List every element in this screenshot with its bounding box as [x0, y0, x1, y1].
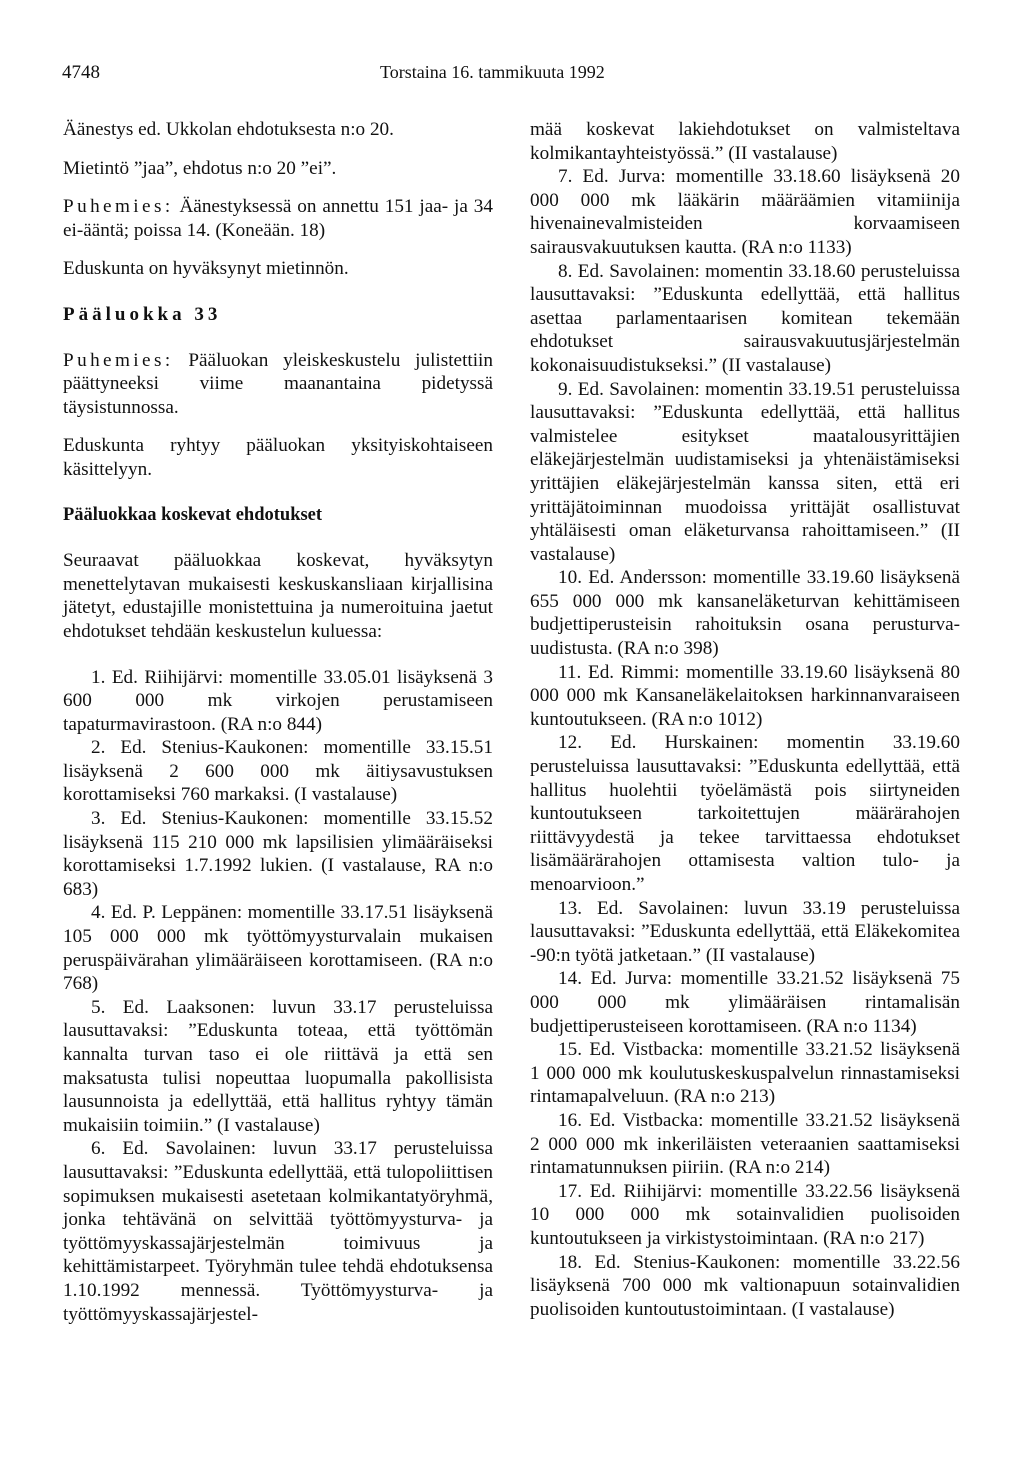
paragraph: Eduskunta on hyväksynyt mietinnön.: [63, 258, 349, 280]
list-item: 13. Ed. Savolainen: luvun 33.19 perusteluissa lausuttavaksi: ”Eduskunta edellyttää, että Eläkekomitea -90:n työtä jatketaan.” (II vastalause): [530, 897, 960, 966]
page-number: 4748: [62, 62, 100, 83]
paragraph: Mietintö ”jaa”, ehdotus n:o 20 ”ei”.: [63, 157, 337, 179]
list-item: 4. Ed. P. Leppänen: momentille 33.17.51 lisäyksenä 105 000 000 mk työttömyysturvalain mukaisen peruspäivärahan ylimääräiseen korottamiseen. (RA n:o 768): [63, 902, 493, 995]
list-item: 17. Ed. Riihijärvi: momentille 33.22.56 lisäyksenä 10 000 000 mk sotainvalidien puolisoiden kuntoutukseen ja virkistystoimintaan. (RA n:o 217): [530, 1180, 960, 1249]
paragraph: Seuraavat pääluokkaa koskevat, hyväksytyn menettelytavan mukaisesti keskuskansliaan kirjallisina jätetyt, edustajille monistettuina ja numeroituina jaetut ehdotukset tehdään keskustelun kuluessa:: [63, 550, 493, 642]
list-item: 6. Ed. Savolainen: luvun 33.17 perusteluissa lausuttavaksi: ”Eduskunta edellyttää, että tulopoliittisen sopimuksen mukaisesti asetetaan kolmikantatyöryhmä, jonka tehtävänä on selvittää työttömyysturva- ja työttömyyskassajärjestelmän toimivuus ja kehittämistarpeet. Työryhmän tulee tehdä ehdotuksensa 1.10.1992 mennessä. Työttömyysturva- ja työttömyyskassajärjestel-: [63, 1138, 493, 1325]
left-column: [63, 118, 493, 1326]
list-item: 14. Ed. Jurva: momentille 33.21.52 lisäyksenä 75 000 000 mk ylimääräisen rintamalisän budjettiperusteiseen korottamiseen. (RA n:o 1134): [530, 968, 960, 1037]
paragraph: Äänestys ed. Ukkolan ehdotuksesta n:o 20.: [63, 119, 394, 140]
right-column: [530, 118, 960, 1321]
speaker-text: Äänestyksessä on annettu 151 jaa- ja 34 ei-ääntä; poissa 14. (Koneään. 18): [63, 196, 493, 241]
list-item: 15. Ed. Vistbacka: momentille 33.21.52 lisäyksenä 1 000 000 mk koulutuskeskuspalvelun rinnastamiseksi rintamapalveluun. (RA n:o 213): [530, 1039, 960, 1108]
list-item: 8. Ed. Savolainen: momentin 33.18.60 perusteluissa lausuttavaksi: ”Eduskunta edellyttää, että hallitus asettaa parlamentaarisen komitean tekemään ehdotukset sairausvakuutusjärjestelmän kokonaisuudistukseksi.” (II vastalause): [530, 260, 960, 376]
continuation-paragraph: mää koskevat lakiehdotukset on valmisteltava kolmikantayhteistyössä.” (II vastalause): [530, 119, 960, 164]
list-item: 5. Ed. Laaksonen: luvun 33.17 perusteluissa lausuttavaksi: ”Eduskunta toteaa, että työttömän kannalta turvan taso ei ole riittävä ja että sen maksatusta tulisi nopeuttaa luopumalla pakollisista lausunnoista ja edellyttää, että hallitus ryhtyy tämän mukaisiin toimiin.” (I vastalause): [63, 996, 493, 1136]
paragraph: Eduskunta ryhtyy pääluokan yksityiskohtaiseen käsittelyyn.: [63, 435, 493, 480]
list-item: 3. Ed. Stenius-Kaukonen: momentille 33.15.52 lisäyksenä 115 210 000 mk lapsilisien ylimääräiseksi korottamiseksi 1.7.1992 lukien. (I vastalause, RA n:o 683): [63, 808, 493, 900]
list-item: 18. Ed. Stenius-Kaukonen: momentille 33.22.56 lisäyksenä 700 000 mk valtionapuun sotainvalidien puolisoiden kuntoutustoimintaan. (I vastalause): [530, 1251, 960, 1320]
speaker-text: Pääluokan yleiskeskustelu julistettiin päättyneeksi viime maanantaina pidetyssä täysistunnossa.: [63, 349, 493, 418]
running-head: Torstaina 16. tammikuuta 1992: [380, 62, 605, 82]
speaker-paragraph: [63, 349, 493, 420]
list-item: 9. Ed. Savolainen: momentin 33.19.51 perusteluissa lausuttavaksi: ”Eduskunta edellyttää, että hallitus valmistelee esitykset maatalousyrittäjien eläkejärjestelmän uudistamiseksi ja yhtenäistämiseksi yrittäjien eläkejärjestelmän kanssa siten, että eri yrittäjätoiminnan muodoissa yrittäjät osallistuvat yhtäläisesti oman eläketurvansa rahoittamiseen.” (II vastalause): [530, 378, 960, 565]
section-heading: Pääluokkaa koskevat ehdotukset: [63, 504, 323, 525]
speaker-label: Puhemies:: [63, 196, 174, 218]
page-header: [62, 62, 962, 88]
main-class-heading: Pääluokka 33: [63, 303, 222, 325]
list-item: 12. Ed. Hurskainen: momentin 33.19.60 perusteluissa lausuttavaksi: ”Eduskunta edellyttää, että hallitus huolehtii työelämästä pois siirtyneiden kuntoutukseen tarkoitettujen määrärahojen riittävyydestä ja tekee tarvittaessa ehdotukset lisämäärärahojen ottamisesta valtion tulo- ja menoarvioon.”: [530, 732, 960, 895]
list-item: 2. Ed. Stenius-Kaukonen: momentille 33.15.51 lisäyksenä 2 600 000 mk äitiysavustuksen korottamiseksi 760 markaksi. (I vastalause): [63, 737, 493, 806]
list-item: 1. Ed. Riihijärvi: momentille 33.05.01 lisäyksenä 3 600 000 mk virkojen perustamiseen tapaturmavirastoon. (RA n:o 844): [63, 666, 493, 735]
speaker-label: Puhemies:: [63, 349, 174, 371]
speaker-paragraph: [63, 195, 493, 242]
list-item: 16. Ed. Vistbacka: momentille 33.21.52 lisäyksenä 2 000 000 mk inkeriläisten veteraanien saattamiseksi rintamatunnuksen piiriin. (RA n:o 214): [530, 1109, 960, 1179]
list-item: 7. Ed. Jurva: momentille 33.18.60 lisäyksenä 20 000 000 mk lääkärin määräämien vitamiinija hivenainevalmisteiden korvaamiseen sairausvakuutuksen kautta. (RA n:o 1133): [530, 166, 960, 258]
list-item: 10. Ed. Andersson: momentille 33.19.60 lisäyksenä 655 000 000 mk kansaneläketurvan kehittämiseen budjettiperusteisin rahoituksin osana perusturva-uudistusta. (RA n:o 398): [530, 567, 960, 660]
list-item: 11. Ed. Rimmi: momentille 33.19.60 lisäyksenä 80 000 000 mk Kansaneläkelaitoksen harkinnanvaraiseen kuntoutukseen. (RA n:o 1012): [530, 661, 960, 730]
